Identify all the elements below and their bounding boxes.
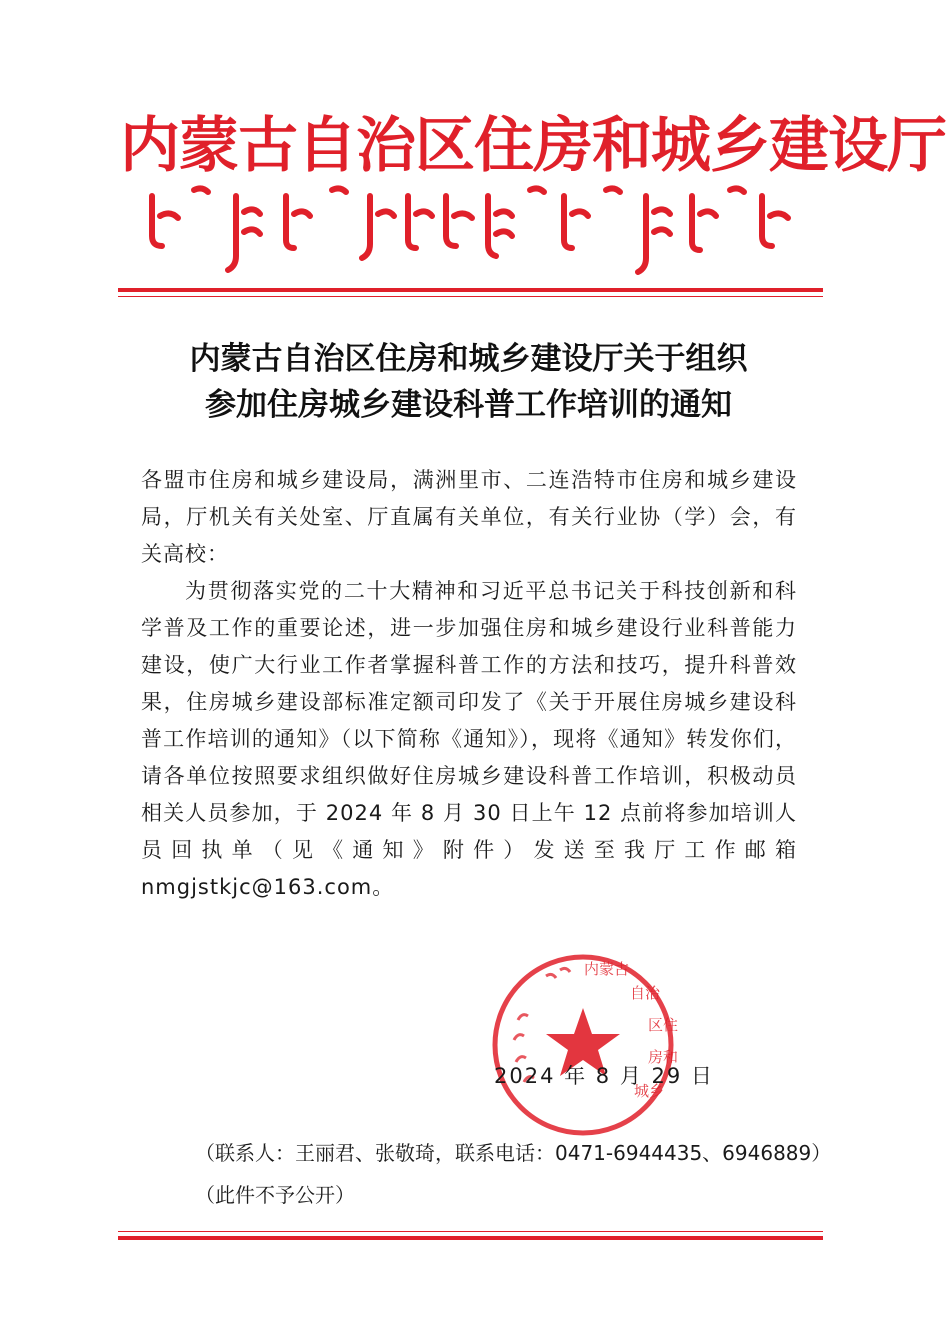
- document-body: [141, 462, 797, 906]
- svg-text:自治: 自治: [630, 986, 661, 1002]
- body-paragraph: 为贯彻落实党的二十大精神和习近平总书记关于科技创新和科学普及工作的重要论述，进一步加强住房和城乡建设行业科普能力建设，使广大行业工作者掌握科普工作的方法和技巧，提升科普效果，住房城乡建设部标准定额司印发了《关于开展住房城乡建设科普工作培训的通知》（以下简称《通知》），现将《通知》转发你们，请各单位按照要求组织做好住房城乡建设科普工作培训，积极动员相关人员参加，于 2024 年 8 月 30 日上午 12 点前将参加培训人员回执单（见《通知》附件）发送至我厅工作邮箱 nmgjstkjc@163.com。: [141, 579, 797, 899]
- svg-text:区住: 区住: [648, 1018, 679, 1034]
- svg-text:房和: 房和: [648, 1050, 679, 1066]
- header-divider-thick: [118, 288, 823, 292]
- document-title: [120, 336, 817, 428]
- svg-text:城乡: 城乡: [634, 1084, 665, 1100]
- issue-date: 2024 年 8 月 29 日: [494, 1064, 714, 1088]
- mongolian-script-letterhead: [146, 186, 794, 276]
- document-title-line-1: 内蒙古自治区住房和城乡建设厅关于组织: [189, 341, 748, 377]
- document-title-line-2: 参加住房城乡建设科普工作培训的通知: [205, 387, 732, 423]
- letterhead-org-name: 内蒙古自治区住房和城乡建设厅: [120, 111, 946, 181]
- svg-text:内蒙古: 内蒙古: [584, 962, 630, 978]
- header-divider-thin: [118, 296, 823, 297]
- disclosure-note: （此件不予公开）: [195, 1183, 355, 1207]
- footer-divider-thick: [118, 1236, 823, 1240]
- footer-divider-thin: [118, 1231, 823, 1232]
- contact-info: （联系人：王丽君、张敬琦，联系电话：0471-6944435、6946889）: [195, 1141, 832, 1165]
- addressee: 各盟市住房和城乡建设局，满洲里市、二连浩特市住房和城乡建设局，厅机关有关处室、厅直属有关单位，有关行业协（学）会，有关高校：: [141, 468, 797, 566]
- official-seal: [488, 950, 678, 1140]
